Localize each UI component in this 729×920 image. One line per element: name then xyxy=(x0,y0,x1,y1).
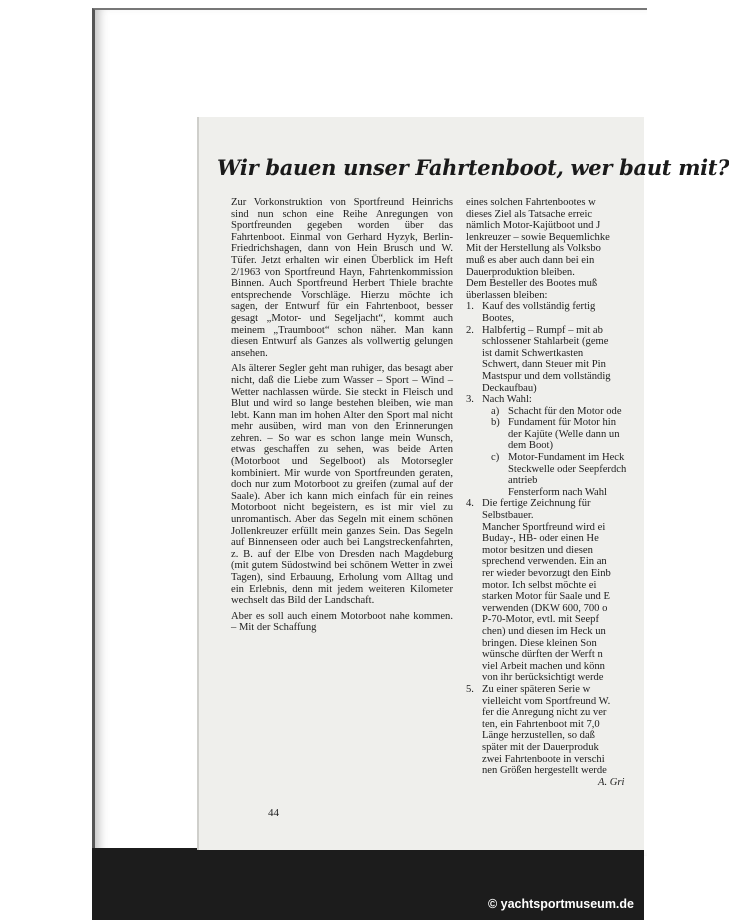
copyright-watermark: © yachtsportmuseum.de xyxy=(487,897,634,911)
text-line: eines solchen Fahrtenbootes w xyxy=(466,197,596,208)
text-line: P-70-Motor, evtl. mit Seepf xyxy=(482,614,599,626)
list-item xyxy=(466,325,666,395)
text-line: Die fertige Zeichnung für xyxy=(482,498,591,510)
page-number: 44 xyxy=(268,807,279,819)
text-line: nen Größen hergestellt werde xyxy=(482,765,607,777)
text-line: chen) und diesen im Heck un xyxy=(482,625,606,637)
text-line: fer die Anregung nicht zu ver xyxy=(482,707,607,719)
text-line: überlassen bleiben: xyxy=(466,289,548,301)
text-line: Schwert, dann Steuer mit Pin xyxy=(482,359,606,371)
text-line: Mastspur und dem vollständig xyxy=(482,370,611,382)
text-line: Buday-, HB- oder einen He xyxy=(482,533,599,545)
list-item xyxy=(466,394,666,498)
text-line: motor besitzen und diesen xyxy=(482,544,593,556)
paragraph: Aber es soll auch einem Motorboot nahe kommen. – Mit der Schaffung xyxy=(231,610,453,634)
list-number: 5. xyxy=(466,683,474,695)
sub-list-letter: c) xyxy=(491,452,500,464)
right-column xyxy=(466,197,666,788)
text-line: antrieb xyxy=(508,475,538,487)
numbered-list xyxy=(466,301,666,776)
text-line: der Kajüte (Welle dann un xyxy=(508,428,620,440)
text-line: Motor-Fundament im Heck xyxy=(508,452,625,464)
text-line: wünsche dürften der Werft n xyxy=(482,649,603,661)
text-line: ist damit Schwertkasten xyxy=(482,347,584,359)
text-line: Dem Besteller des Bootes muß xyxy=(466,278,598,290)
text-line: muß es aber auch dann bei ein xyxy=(466,254,595,266)
left-column xyxy=(231,197,453,638)
list-item xyxy=(466,301,666,324)
text-line: motor. Ich selbst möchte ei xyxy=(482,579,597,591)
sub-list-item xyxy=(482,452,666,498)
text-line: Mancher Sportfreund wird ei xyxy=(482,521,606,533)
sub-list-item xyxy=(482,406,666,418)
text-line: Fensterform nach Wahl xyxy=(508,486,607,498)
article-title: Wir bauen unser Fahrtenboot, wer baut mit? xyxy=(217,155,729,180)
text-line: Länge herzustellen, so daß xyxy=(482,730,595,742)
text-line: Mit der Herstellung als Volksbo xyxy=(466,243,601,255)
text-line: schlossener Stahlarbeit (geme xyxy=(482,336,609,348)
list-number: 1. xyxy=(466,301,474,313)
text-line: Nach Wahl: xyxy=(482,394,532,406)
text-line: dieses Ziel als Tatsache erreic xyxy=(466,208,593,220)
list-item xyxy=(466,498,666,684)
text-line: Fundament für Motor hin xyxy=(508,417,616,429)
author-signature: A. Gri xyxy=(598,776,625,788)
text-line: ten, ein Fahrtenboot mit 7,0 xyxy=(482,718,600,730)
sub-list-letter: b) xyxy=(491,417,500,429)
text-line: Selbstbauer. xyxy=(482,510,534,522)
text-line: verwenden (DKW 600, 700 o xyxy=(482,602,608,614)
text-line: nämlich Motor-Kajütboot und J xyxy=(466,220,601,232)
sub-list-item xyxy=(482,417,666,452)
text-line: zwei Fahrtenboote in verschi xyxy=(482,753,605,765)
text-line: dem Boot) xyxy=(508,440,554,452)
text-line: lenkreuzer – sowie Bequemlichke xyxy=(466,231,610,243)
text-line: sprechend verwenden. Ein an xyxy=(482,556,607,568)
text-line: Steckwelle oder Seepferdch xyxy=(508,463,627,475)
list-number: 4. xyxy=(466,498,474,510)
sub-list xyxy=(482,406,666,499)
text-line: starken Motor für Saale und E xyxy=(482,591,610,603)
text-line: Schacht für den Motor ode xyxy=(508,405,622,417)
text-line: rer wieder bevorzugt den Einb xyxy=(482,568,611,579)
text-line: Halbfertig – Rumpf – mit ab xyxy=(482,324,603,336)
text-line: vielleicht vom Sportfreund W. xyxy=(482,695,611,707)
magazine-page xyxy=(197,117,729,850)
text-line: Deckaufbau) xyxy=(482,382,537,394)
list-number: 3. xyxy=(466,394,474,406)
text-line: Zu einer späteren Serie w xyxy=(482,683,591,695)
text-line: viel Arbeit machen und könn xyxy=(482,660,605,672)
text-line: Kauf des vollständig fertig xyxy=(482,301,596,313)
text-line: Bootes, xyxy=(482,312,515,324)
list-number: 2. xyxy=(466,324,474,336)
list-item xyxy=(466,684,666,777)
text-line: bringen. Diese kleinen Son xyxy=(482,637,597,649)
paragraph: Zur Vorkonstruktion von Sportfreund Heinrichs sind nun schon eine Reihe Anregungen von Sportfreunden gegeben worden über das Fahrtenboot. Einmal von Gerhard Hyzyk, Berlin-Friedrichshagen, dann von Hein Brusch und W. Tüfer. Jetzt erhalten wir einen Überblick im Heft 2/1963 von Sportfreund Hayn, Fahrtenkommission Binnen. Auch Sportfreund Herbert Thiele brachte entsprechende Vorschläge. Hierzu möchte ich sagen, der Entwurf für ein Fahrtenboot, besser gesagt „Motor- und Segeljacht“, kommt auch meinem „Traumboot“ schon näher. Man kann diesen Entwurf als Ganzes als vollwertig gelungen ansehen. xyxy=(231,197,453,359)
text-line: von ihr berücksichtigt werde xyxy=(482,672,604,684)
text-line: später mit der Dauerproduk xyxy=(482,741,599,753)
text-line: Dauerproduktion bleiben. xyxy=(466,266,575,278)
paragraph: Als älterer Segler geht man ruhiger, das besagt aber nicht, daß die Liebe zum Wasser – Sport – Wind – Wetter nachlassen würde. Sie steckt in Fleisch und Blut und wird so lange bestehen bleiben, wie man lebt. Kann man im hohen Alter den Sport mal nicht mehr ausüben, wird man von den Erinnerungen zehren. – So war es schon lange mein Wunsch, etwas geschaffen zu sehen, was beide Arten (Motorboot und Segelboot) als Motorsegler kombiniert. Mir wurde von Sportfreunden geraten, doch nur zum Motorboot zu greifen (zumal auf der Saale). Aber ich kann mich einfach für ein reines Motorboot nicht begeistern, es ist mir viel zu unromantisch. Aber das Segeln mit einem schönen Jollenkreuzer erfüllt mein ganzes Sein. Das Segeln auf Binnenseen oder auch bei Langstreckenfahrten, z. B. auf der Elbe von Dresden nach Magdeburg (mit gutem Südostwind bei schönem Wetter in zwei Tagen), sind Erbauung, Erholung vom Alltag und ein Erlebnis, denn mit jedem weiteren Kilometer wechselt das Bild der Landschaft. xyxy=(231,363,453,607)
sub-list-letter: a) xyxy=(491,405,500,417)
